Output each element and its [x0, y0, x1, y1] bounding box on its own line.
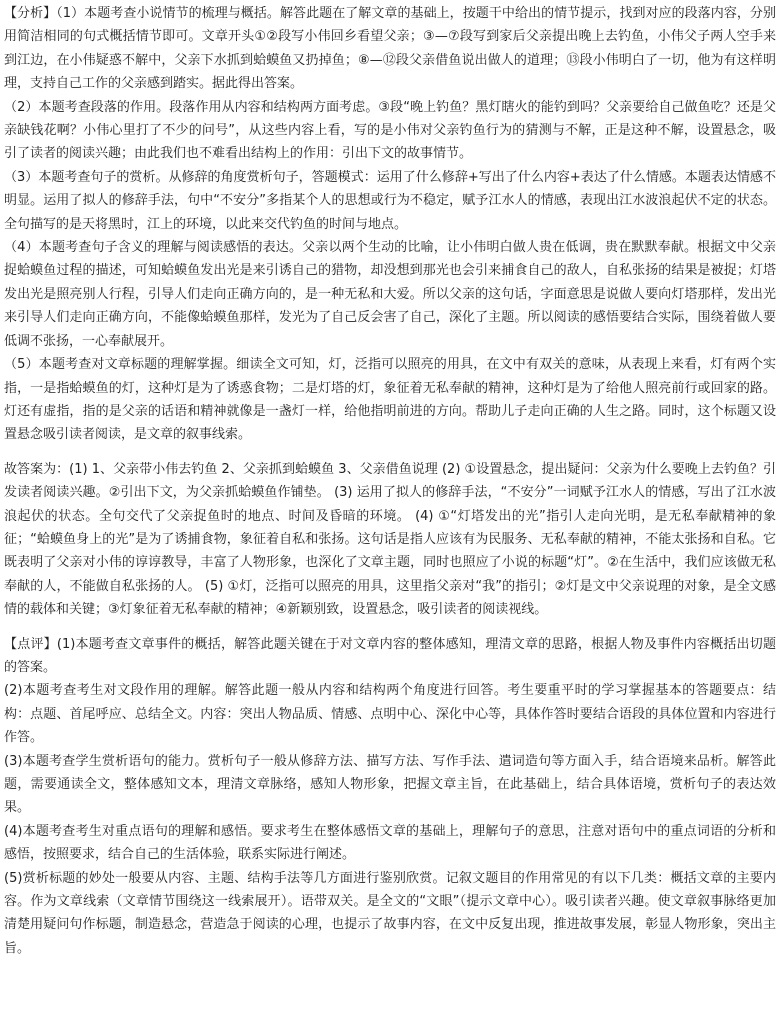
comment-paragraph-2: (2)本题考查考生对文段作用的理解。解答此题一般从内容和结构两个角度进行回答。考生要重平时的学习掌握基本的答题要点：结构：点题、首尾呼应、总结全文。内容：突出人物品质、情感、点明中心、深化中心等，具体作答时要结合语段的具体位置和内容进行作答。	[4, 683, 776, 746]
analysis-section	[4, 2, 776, 447]
answer-section	[4, 458, 776, 622]
analysis-paragraph-1: 【分析】（1）本题考查小说情节的梳理与概括。解答此题在了解文章的基础上，按题干中给出的情节提示，找到对应的段落内容，分别用简洁相同的句式概括情节即可。文章开头①②段写小伟回乡看望父亲；③—⑦段写到家后父亲提出晚上去钓鱼，小伟父子两人空手来到江边，在小伟疑惑不解中，父亲下水抓到蛤蟆鱼又扔掉鱼；⑧—⑫段父亲借鱼说出做人的道理；⑬段小伟明白了一切，他为有这样明理，支持自己工作的父亲感到踏实。据此得出答案。	[4, 6, 776, 92]
comment-paragraph-1: 【点评】(1)本题考查文章事件的概括，解答此题关键在于对文章内容的整体感知，理清文章的思路，根据人物及事件内容概括出切题的答案。	[4, 636, 776, 675]
analysis-paragraph-2: （2）本题考查段落的作用。段落作用从内容和结构两方面考虑。③段“晚上钓鱼？黑灯瞎火的能钓到吗？父亲要给自己做鱼吃？还是父亲缺钱花啊？小伟心里打了不少的问号”，从这些内容上看，写的是小伟对父亲钓鱼行为的猜测与不解，正是这种不解，设置悬念，吸引了读者的阅读兴趣；由此我们也不难看出结构上的作用：引出下文的故事情节。	[4, 99, 776, 162]
answer-paragraph: 故答案为：(1) 1、父亲带小伟去钓鱼 2、父亲抓到蛤蟆鱼 3、父亲借鱼说理 (2) ①设置悬念，提出疑问：父亲为什么要晚上去钓鱼？引发读者阅读兴趣。②引出下文，为父亲抓蛤蟆鱼作铺垫。 (3) 运用了拟人的修辞手法，“不安分”一词赋予江水人的情感，写出了江水波浪起伏的状态。全句交代了父亲捉鱼时的地点、时间及昏暗的环境。 (4) ①“灯塔发出的光”指引人走向光明，是无私奉献精神的象征；“蛤蟆鱼身上的光”是为了诱捕食物，象征着自私和张扬。这句话是指人应该有为民服务、无私奉献的精神，不能太张扬和自私。它既表明了父亲对小伟的谆谆教导，丰富了人物形象，也深化了文章主题，同时也照应了小说的标题“灯”。②在生活中，我们应该做无私奉献的人，不能做自私张扬的人。 (5) ①灯，泛指可以照亮的用具，这里指父亲对“我”的指引；②灯是文中父亲说理的对象，是全文感情的载体和关键；③灯象征着无私奉献的精神；④新颖别致，设置悬念，吸引读者的阅读视线。	[4, 461, 776, 618]
comment-section	[4, 633, 776, 961]
comment-paragraph-3: (3)本题考查学生赏析语句的能力。赏析句子一般从修辞方法、描写方法、写作手法、遣词造句等方面入手，结合语境来品析。解答此题，需要通读全文，整体感知文本，理清文章脉络，感知人物形象，把握文章主旨，在此基础上，结合具体语境，赏析句子的表达效果。	[4, 753, 776, 816]
analysis-paragraph-3: （3）本题考查句子的赏析。从修辞的角度赏析句子，答题模式：运用了什么修辞+写出了什么内容+表达了什么情感。本题表达情感不明显。运用了拟人的修辞手法，句中“不安分”多指某个人的思想或行为不稳定，赋予江水人的情感，表现出江水波浪起伏不定的状态。全句描写的是天将黑时，江上的环境，以此来交代钓鱼的时间与地点。	[4, 169, 776, 232]
comment-paragraph-4: (4)本题考查考生对重点语句的理解和感悟。要求考生在整体感悟文章的基础上，理解句子的意思，注意对语句中的重点词语的分析和感悟，按照要求，结合自己的生活体验，联系实际进行阐述。	[4, 823, 776, 863]
comment-paragraph-5: (5)赏析标题的妙处一般要从内容、主题、结构手法等几方面进行鉴别欣赏。记叙文题目的作用常见的有以下几类：概括文章的主要内容。作为文章线索（文章情节围绕这一线索展开）。语带双关。是全文的“文眼”（提示文章中心）。吸引读者兴趣。使文章叙事脉络更加清楚用疑问句作标题，制造悬念，营造急于阅读的心理，也提示了故事内容，在文中反复出现，推进故事发展，彰显人物形象，突出主旨。	[4, 870, 776, 956]
analysis-paragraph-4: （4）本题考查句子含义的理解与阅读感悟的表达。父亲以两个生动的比喻，让小伟明白做人贵在低调，贵在默默奉献。根据文中父亲捉蛤蟆鱼过程的描述，可知蛤蟆鱼发出光是来引诱自己的猎物，却没想到那光也会引来捕食自己的敌人，自私张扬的结果是被捉；灯塔发出光是照亮别人行程，引导人们走向正确方向的，是一种无私和大爱。所以父亲的这句话，字面意思是说做人要向灯塔那样，发出光来引导人们走向正确方向，不能像蛤蟆鱼那样，发光为了自己反会害了自己，深化了主题。所以阅读的感悟要结合实际，围绕着做人要低调不张扬，一心奉献展开。	[4, 240, 776, 349]
analysis-paragraph-5: （5）本题考查对文章标题的理解掌握。细读全文可知，灯，泛指可以照亮的用具，在文中有双关的意味，从表现上来看，灯有两个实指，一是指蛤蟆鱼的灯，这种灯是为了诱惑食物；二是灯塔的灯，象征着无私奉献的精神，这种灯是为了给他人照亮前行或回家的路。灯还有虚指，指的是父亲的话语和精神就像是一盏灯一样，给他指明前进的方向。帮助儿子走向正确的人生之路。同时，这个标题又设置悬念吸引读者阅读，是文章的叙事线索。	[4, 357, 776, 443]
